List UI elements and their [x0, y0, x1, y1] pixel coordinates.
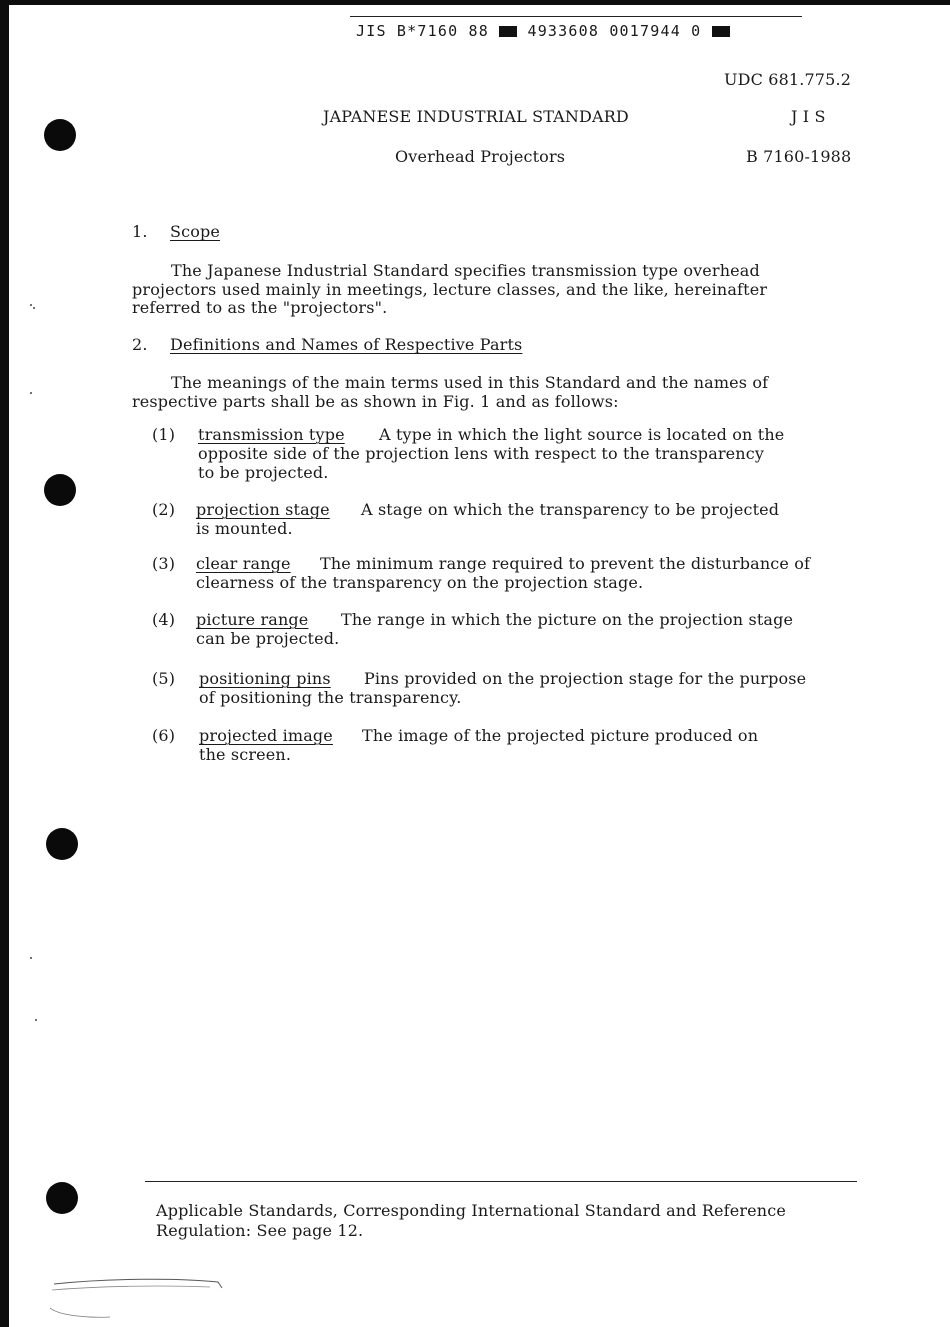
section-2-number: 2.: [132, 335, 148, 354]
definition-number: (3): [152, 554, 176, 573]
definition-number: (1): [152, 425, 176, 444]
punch-hole-icon: [44, 119, 76, 151]
definition-text: opposite side of the projection lens with respect to the transparency: [198, 444, 765, 463]
definition-term: clear range: [196, 554, 291, 573]
definition-text: The minimum range required to prevent the disturbance of: [320, 554, 811, 573]
standard-number: B 7160-1988: [746, 147, 852, 166]
scan-smudge-mark: [50, 1276, 230, 1326]
section-1-line: projectors used mainly in meetings, lecture classes, and the like, hereinafter: [132, 280, 768, 299]
standard-organization: JAPANESE INDUSTRIAL STANDARD: [323, 107, 629, 126]
section-1-line: The Japanese Industrial Standard specifies transmission type overhead: [171, 261, 760, 280]
scan-speck: [30, 957, 32, 959]
scan-speck: [30, 304, 32, 306]
scan-left-edge: [0, 0, 9, 1327]
footnote-line: Regulation: See page 12.: [156, 1221, 364, 1240]
definition-number: (5): [152, 669, 176, 688]
section-1-number: 1.: [132, 222, 148, 241]
punch-hole-icon: [46, 1182, 78, 1214]
definition-term: projected image: [199, 726, 333, 745]
definition-text: A type in which the light source is located on the: [379, 425, 785, 444]
redaction-block-icon: [499, 26, 517, 37]
punch-hole-icon: [44, 474, 76, 506]
scan-speck: [33, 307, 35, 309]
header-rule: [350, 16, 802, 17]
redaction-block-icon: [712, 26, 730, 37]
document-code-line: [356, 22, 730, 40]
definition-text: Pins provided on the projection stage for the purpose: [364, 669, 807, 688]
definition-number: (6): [152, 726, 176, 745]
definition-text: is mounted.: [196, 519, 293, 538]
definition-number: (4): [152, 610, 176, 629]
definition-term: projection stage: [196, 500, 330, 519]
scan-top-edge: [0, 0, 950, 5]
section-2-intro-line: The meanings of the main terms used in this Standard and the names of: [171, 373, 769, 392]
section-1-heading: Scope: [170, 222, 221, 241]
udc-number: UDC 681.775.2: [724, 70, 852, 89]
definition-text: The image of the projected picture produced on: [362, 726, 759, 745]
page-title: Overhead Projectors: [395, 147, 566, 166]
definition-number: (2): [152, 500, 176, 519]
footnote-line: Applicable Standards, Corresponding International Standard and Reference: [156, 1201, 786, 1220]
definition-text: clearness of the transparency on the projection stage.: [196, 573, 644, 592]
section-2-intro-line: respective parts shall be as shown in Fig. 1 and as follows:: [132, 392, 619, 411]
definition-text: can be projected.: [196, 629, 340, 648]
definition-term: picture range: [196, 610, 309, 629]
document-code-right: 4933608 0017944 0: [527, 22, 702, 40]
definition-text: The range in which the picture on the projection stage: [341, 610, 794, 629]
definition-term: positioning pins: [199, 669, 331, 688]
definition-text: A stage on which the transparency to be projected: [361, 500, 780, 519]
definition-text: to be projected.: [198, 463, 329, 482]
punch-hole-icon: [46, 828, 78, 860]
footnote-rule: [145, 1181, 857, 1182]
document-code-left: JIS B*7160 88: [356, 22, 489, 40]
scan-speck: [35, 1019, 37, 1021]
scan-speck: [30, 392, 32, 394]
jis-label: J I S: [791, 107, 826, 126]
section-1-line: referred to as the "projectors".: [132, 298, 388, 317]
definition-text: the screen.: [199, 745, 292, 764]
definition-term: transmission type: [198, 425, 345, 444]
section-2-heading: Definitions and Names of Respective Parts: [170, 335, 523, 354]
definition-text: of positioning the transparency.: [199, 688, 462, 707]
